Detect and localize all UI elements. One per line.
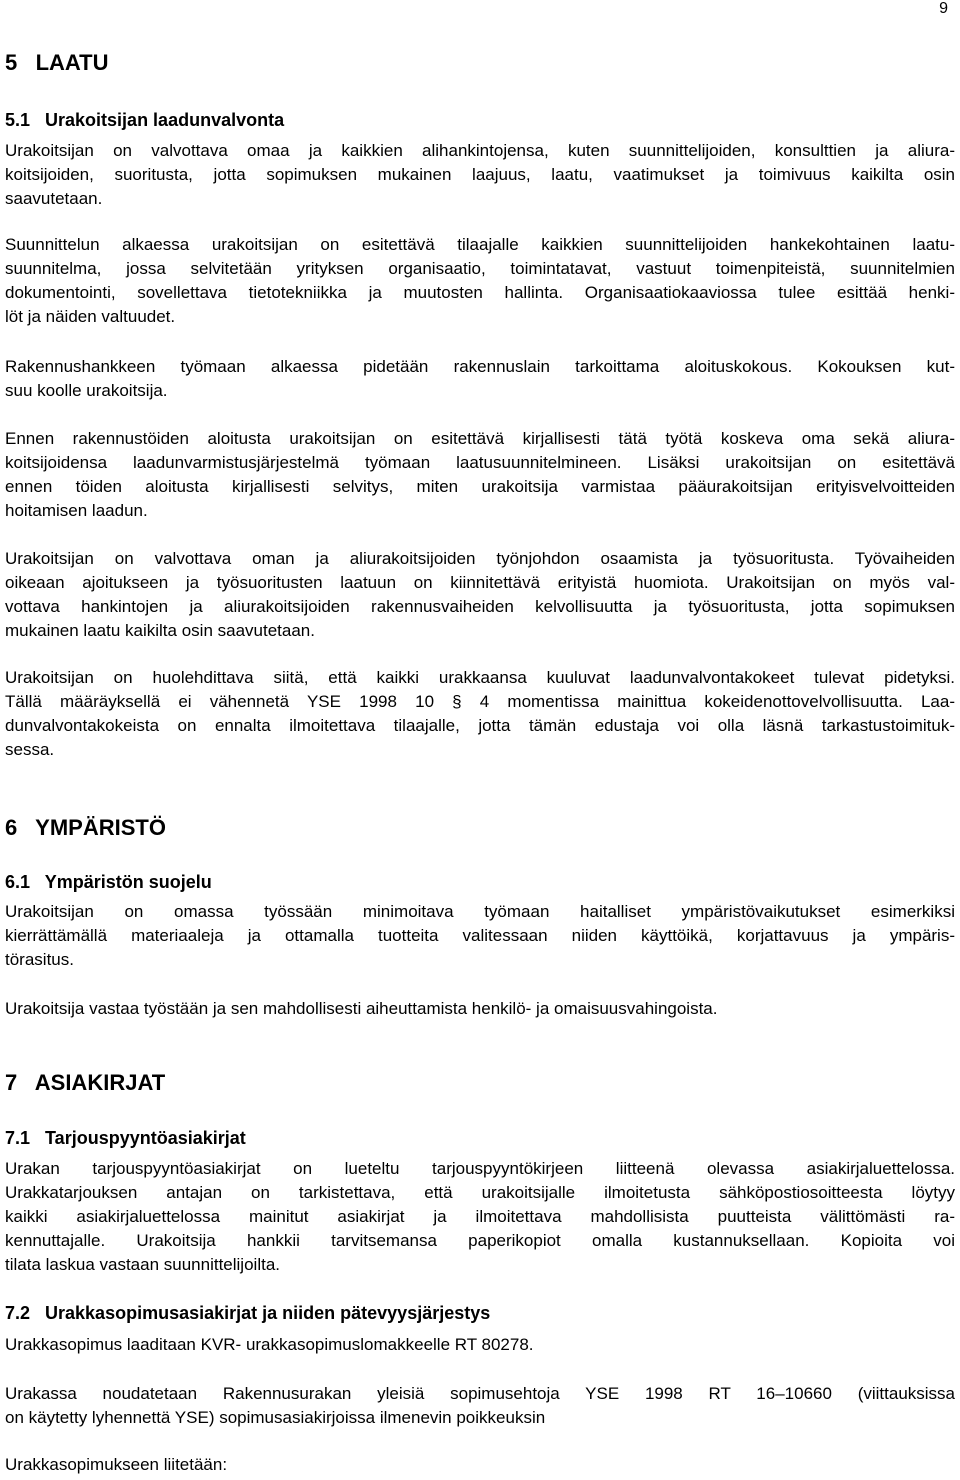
paragraph — [5, 900, 955, 972]
paragraph — [5, 355, 955, 403]
text-line: oikeaan ajoitukseen ja työsuoritusten laatuun on kiinnitettävä erityistä huomiota. Urakoitsijan on myös val- — [5, 573, 955, 592]
text-line: törasitus. — [5, 950, 74, 969]
section-6-1-heading: 6.1 Ympäristön suojelu — [5, 872, 212, 892]
text-line: tilata laskua vastaan suunnittelijoilta. — [5, 1255, 280, 1274]
text-line: Tällä määräyksellä ei vähennetä YSE 1998 10 § 4 momentissa mainittua kokeidenottovelvollisuutta. Laa- — [5, 692, 955, 711]
text-line: Urakassa noudatetaan Rakennusurakan yleisiä sopimusehtoja YSE 1998 RT 16–10660 (viittauksissa — [5, 1384, 955, 1403]
text-line: Urakkasopimukseen liitetään: — [5, 1455, 228, 1474]
text-line: suu koolle urakoitsija. — [5, 381, 168, 400]
text-line: Urakoitsijan on huolehdittava siitä, että kaikki urakkaansa kuuluvat laadunvalvontakokeet tulevat pidetyksi. — [5, 668, 955, 687]
text-line: saavutetaan. — [5, 189, 103, 208]
text-line: Urakan tarjouspyyntöasiakirjat on lueteltu tarjouspyyntökirjeen liitteenä olevassa asiakirjaluettelossa. — [5, 1159, 955, 1178]
paragraph — [5, 1157, 955, 1277]
section-7-2-heading: 7.2 Urakkasopimusasiakirjat ja niiden pätevyysjärjestys — [5, 1303, 491, 1323]
text-line: dunvalvontakokeista on ennalta ilmoitettava tilaajalle, jotta tämän edustaja voi olla läsnä tarkastustoimituk- — [5, 716, 955, 735]
section-7-1-heading: 7.1 Tarjouspyyntöasiakirjat — [5, 1128, 246, 1148]
paragraph — [5, 1382, 955, 1430]
text-line: Ennen rakennustöiden aloitusta urakoitsijan on esitettävä kirjallisesti tätä työtä koskeva oma sekä aliura- — [5, 429, 955, 448]
section-6-heading: 6 YMPÄRISTÖ — [5, 815, 166, 840]
text-line: kennuttajalle. Urakoitsija hankkii tarvitsemansa paperikopiot omalla kustannuksellaan. Kopioita voi — [5, 1231, 955, 1250]
text-line: mukainen laatu kaikilta osin saavutetaan. — [5, 621, 315, 640]
text-line: Urakoitsijan on valvottava omaa ja kaikkien alihankintojensa, kuten suunnittelijoiden, konsulttien ja aliura- — [5, 141, 955, 160]
text-line: vottava hankintojen ja aliurakoitsijoiden rakennusvaiheiden kelvollisuutta ja työsuoritusta, jotta sopimuksen — [5, 597, 955, 616]
paragraph — [5, 666, 955, 762]
text-line: kaikki asiakirjaluettelossa mainitut asiakirjat ja ilmoitettava mahdollisista puutteista välittömästi ra- — [5, 1207, 955, 1226]
text-line: sessa. — [5, 740, 55, 759]
text-line: on käytetty lyhennettä YSE) sopimusasiakirjoissa ilmenevin poikkeuksin — [5, 1408, 546, 1427]
text-line: koitsijoidensa laadunvarmistusjärjestelmä työmaan laatusuunnitelmineen. Lisäksi urakoitsijan on esitettävä — [5, 453, 955, 472]
text-line: ennen töiden aloitusta kirjallisesti selvitys, miten urakoitsija varmistaa pääurakoitsijan erityisvelvoitteiden — [5, 477, 955, 496]
text-line: Urakkatarjouksen antajan on tarkistettava, että urakoitsijalle ilmoitetusta sähköpostiosoitteesta löytyy — [5, 1183, 955, 1202]
paragraph — [5, 427, 955, 523]
text-line: Suunnittelun alkaessa urakoitsijan on esitettävä tilaajalle kaikkien suunnittelijoiden hankekohtainen laatu- — [5, 235, 955, 254]
text-line: Urakoitsijan on omassa työssään minimoitava työmaan haitalliset ympäristövaikutukset esimerkiksi — [5, 902, 955, 921]
text-line: suunnitelma, jossa selvitetään yrityksen organisaatio, toimintatavat, vastuut toimenpiteistä, suunnitelmien — [5, 259, 955, 278]
text-line: Rakennushankkeen työmaan alkaessa pidetään rakennuslain tarkoittama aloituskokous. Kokouksen kut- — [5, 357, 955, 376]
section-5-heading: 5 LAATU — [5, 50, 109, 75]
text-line: Urakoitsija vastaa työstään ja sen mahdollisesti aiheuttamista henkilö- ja omaisuusvahingoista. — [5, 999, 718, 1018]
text-line: hoitamisen laadun. — [5, 501, 148, 520]
paragraph — [5, 139, 955, 211]
text-line: koitsijoiden, suoritusta, jotta sopimuksen mukainen laajuus, laatu, vaatimukset ja toimivuus kaikilta osin — [5, 165, 955, 184]
paragraph — [5, 1333, 955, 1357]
text-line: löt ja näiden valtuudet. — [5, 307, 176, 326]
section-5-1-heading: 5.1 Urakoitsijan laadunvalvonta — [5, 110, 285, 130]
page-number: 9 — [939, 0, 948, 17]
paragraph — [5, 997, 955, 1021]
section-7-heading: 7 ASIAKIRJAT — [5, 1070, 166, 1095]
paragraph — [5, 1453, 955, 1477]
text-line: Urakkasopimus laaditaan KVR- urakkasopimuslomakkeelle RT 80278. — [5, 1335, 534, 1354]
paragraph — [5, 233, 955, 329]
paragraph — [5, 547, 955, 643]
text-line: dokumentointi, sovellettava tietotekniikka ja muutosten hallinta. Organisaatiokaaviossa tulee esittää henki- — [5, 283, 955, 302]
text-line: kierrättämällä materiaaleja ja ottamalla tuotteita valitessaan niiden käyttöikä, korjattavuus ja ympäris- — [5, 926, 955, 945]
text-line: Urakoitsijan on valvottava oman ja aliurakoitsijoiden työnjohdon osaamista ja työsuoritusta. Työvaiheiden — [5, 549, 955, 568]
